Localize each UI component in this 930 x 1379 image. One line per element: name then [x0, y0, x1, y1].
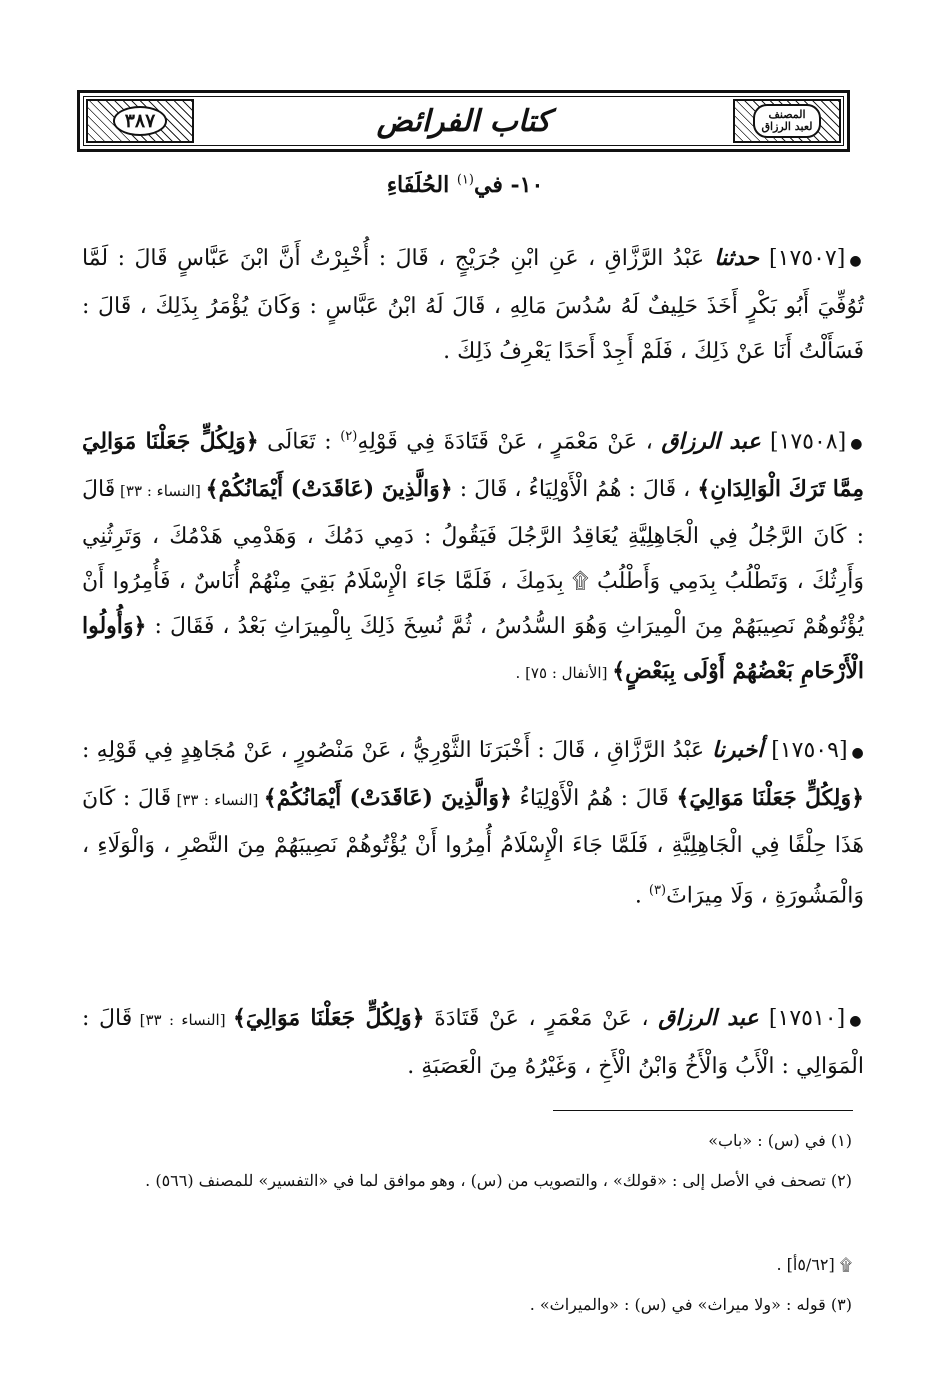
hadith-text: عَبْدُ الرَّزَّاقِ ، عَنِ ابْنِ جُرَيْجٍ ، قَالَ : أُخْبِرْتُ أَنَّ ابْنَ عَبَّاسٍ قَالَ : لَمَّا تُوُفِّيَ أَبُو بَكْرٍ أَخَذَ حَلِيفٌ لَهُ سُدُسَ مَالِهِ ، قَالَ لَهُ ابْنُ عَبَّاسٍ : وَكَانَ يُؤْمَرُ بِذَلِكَ ، قَالَ : فَسَأَلْتُ أَنَا عَنْ ذَلِكَ ، فَلَمْ أَجِدْ أَحَدًا يَعْرِفُ ذَلِكَ . — [82, 246, 864, 364]
emblem-line2: لعبد الرزاق — [761, 120, 813, 133]
footnote-1: (١) في (س) : «باب» — [708, 1131, 852, 1150]
emblem-text — [753, 104, 822, 138]
footnote-2: (٢) تصحف في الأصل إلى : «قولك» ، والتصويب من (س) ، وهو موافق لما في «التفسير» للمصنف (٥٦٦) . — [145, 1171, 852, 1190]
book-title: كتاب الفرائض — [376, 103, 551, 139]
quran-quote: ﴿وَالَّذِينَ (عَاقَدَتْ) أَيْمَانُكُمْ﴾ — [263, 785, 512, 811]
hadith-17508 — [82, 414, 864, 696]
section-title — [0, 172, 930, 198]
hadith-number: [١٧٥٠٨] — [769, 429, 847, 455]
hadith-text: : تَعَالَى — [258, 429, 341, 455]
bullet: ● — [849, 253, 864, 269]
section-title-main: ١٠- في — [473, 172, 544, 198]
section-title-rest: الحُلَفَاءِ — [386, 172, 457, 198]
hadith-text: قَالَ : هُمُ الْأَوْلِيَاءُ — [511, 786, 677, 811]
footnote-separator — [553, 1110, 853, 1111]
footnote-3: (٣) قوله : «ولا ميراث» في (س) : «والميراث» . — [529, 1295, 852, 1314]
hadith-17507 — [82, 236, 864, 374]
page-header — [77, 90, 850, 152]
narrator-name: عبد الرزاق — [658, 1005, 769, 1031]
hadith-text: . — [634, 883, 649, 909]
quran-quote: ﴿وَأُولُوا الْأَرْحَامِ بَعْضُهُمْ أَوْلَى بِبَعْضٍ﴾ — [82, 613, 864, 685]
quran-reference: [النساء : ٣٣] — [171, 791, 264, 809]
hadith-17509 — [82, 728, 864, 918]
narration-formula: حدثنا — [704, 245, 770, 271]
footnote-ref-2: (٢) — [340, 429, 358, 444]
quran-quote: ﴿وَلِكُلٍّ جَعَلْنَا مَوَالِيَ﴾ — [232, 1005, 425, 1031]
hadith-17510 — [82, 996, 864, 1089]
book-emblem — [733, 99, 841, 143]
hadith-number: [١٧٥١٠] — [768, 1006, 846, 1031]
quran-quote: ﴿وَالَّذِينَ (عَاقَدَتْ) أَيْمَانُكُمْ﴾ — [205, 476, 453, 503]
hadith-text: ، قَالَ : هُمُ الْأَوْلِيَاءُ ، قَالَ : — [452, 477, 698, 503]
narration-formula: أخبرنا — [704, 737, 772, 763]
hadith-text: ، عَنْ مَعْمَرٍ ، عَنْ قَتَادَةَ فِي قَوْلِهِ — [357, 429, 653, 455]
bullet: ● — [850, 436, 864, 453]
hadith-text: قَالَ : الْمَوَالِي : الْأَبُ وَالْأَخُ وَابْنُ الْأَخِ ، وَغَيْرُهُ مِنَ الْعَصَبَةِ . — [82, 1006, 864, 1079]
hadith-number: [١٧٥٠٩] — [771, 738, 848, 763]
narrator-name: عبد الرزاق — [661, 428, 770, 455]
hadith-text: عَبْدُ الرَّزَّاقِ ، قَالَ : أَخْبَرَنَا الثَّوْرِيُّ ، عَنْ مَنْصُورٍ ، عَنْ مُجَاهِدٍ فِي قَوْلِهِ : — [82, 738, 705, 763]
emblem-line1: المصنف — [768, 108, 806, 121]
hadith-text: قَالَ : كَانَ هَذَا حِلْفًا فِي الْجَاهِلِيَّةِ ، فَلَمَّا جَاءَ الْإِسْلَامُ أُمِرُوا أَنْ يُؤْتُوهُمْ نَصِيبَهُمْ مِنَ النَّصْرِ ، وَالْوَلَاءِ ، وَالْمَشُورَةِ ، وَلَا مِيرَاثَ — [82, 786, 864, 909]
quran-quote: ﴿وَلِكُلٍّ جَعَلْنَا مَوَالِيَ مِمَّا تَرَكَ الْوَالِدَانِ﴾ — [82, 428, 865, 503]
bullet: ● — [849, 1013, 865, 1029]
quran-reference: [النساء : ٣٣] — [132, 1011, 233, 1029]
quran-reference: [النساء : ٣٣] — [115, 482, 206, 501]
hadith-number: [١٧٥٠٧] — [769, 246, 846, 271]
footnote-ref-3: (٣) — [648, 883, 667, 898]
folio-marker-note: ۩ [٥/٦٢أ] . — [776, 1255, 852, 1274]
hadith-text: ، عَنْ مَعْمَرٍ ، عَنْ قَتَادَةَ — [424, 1006, 649, 1031]
quran-reference: [الأنفال : ٧٥] . — [515, 664, 613, 683]
page-number-ornament — [86, 99, 194, 143]
bullet: ● — [851, 745, 864, 761]
page-number: ٣٨٧ — [113, 106, 168, 136]
quran-quote: ﴿وَلِكُلٍّ جَعَلْنَا مَوَالِيَ﴾ — [676, 785, 865, 811]
footnote-ref-1: (١) — [456, 172, 474, 188]
hadith-text: قَالَ : كَانَ الرَّجُلُ فِي الْجَاهِلِيَّةِ يُعَاقِدُ الرَّجُلَ فَيَقُولُ : دَمِي دَمُكَ ، وَهَدْمِي هَدْمُكَ ، وَتَرِثُنِي وَأَرِثُكَ ، وَتَطْلُبُ بِدَمِي وَأَطْلُبُ ۩ بِدَمِكَ ، فَلَمَّا جَاءَ الْإِسْلَامُ بَقِيَ مِنْهُمْ أُنَاسٌ ، فَأُمِرُوا أَنْ يُؤْتُوهُمْ نَصِيبَهُمْ مِنَ الْمِيرَاثِ وَهُوَ السُّدُسُ ، ثُمَّ نُسِخَ ذَلِكَ بِالْمِيرَاثِ بَعْدُ ، فَقَالَ : — [82, 477, 864, 640]
